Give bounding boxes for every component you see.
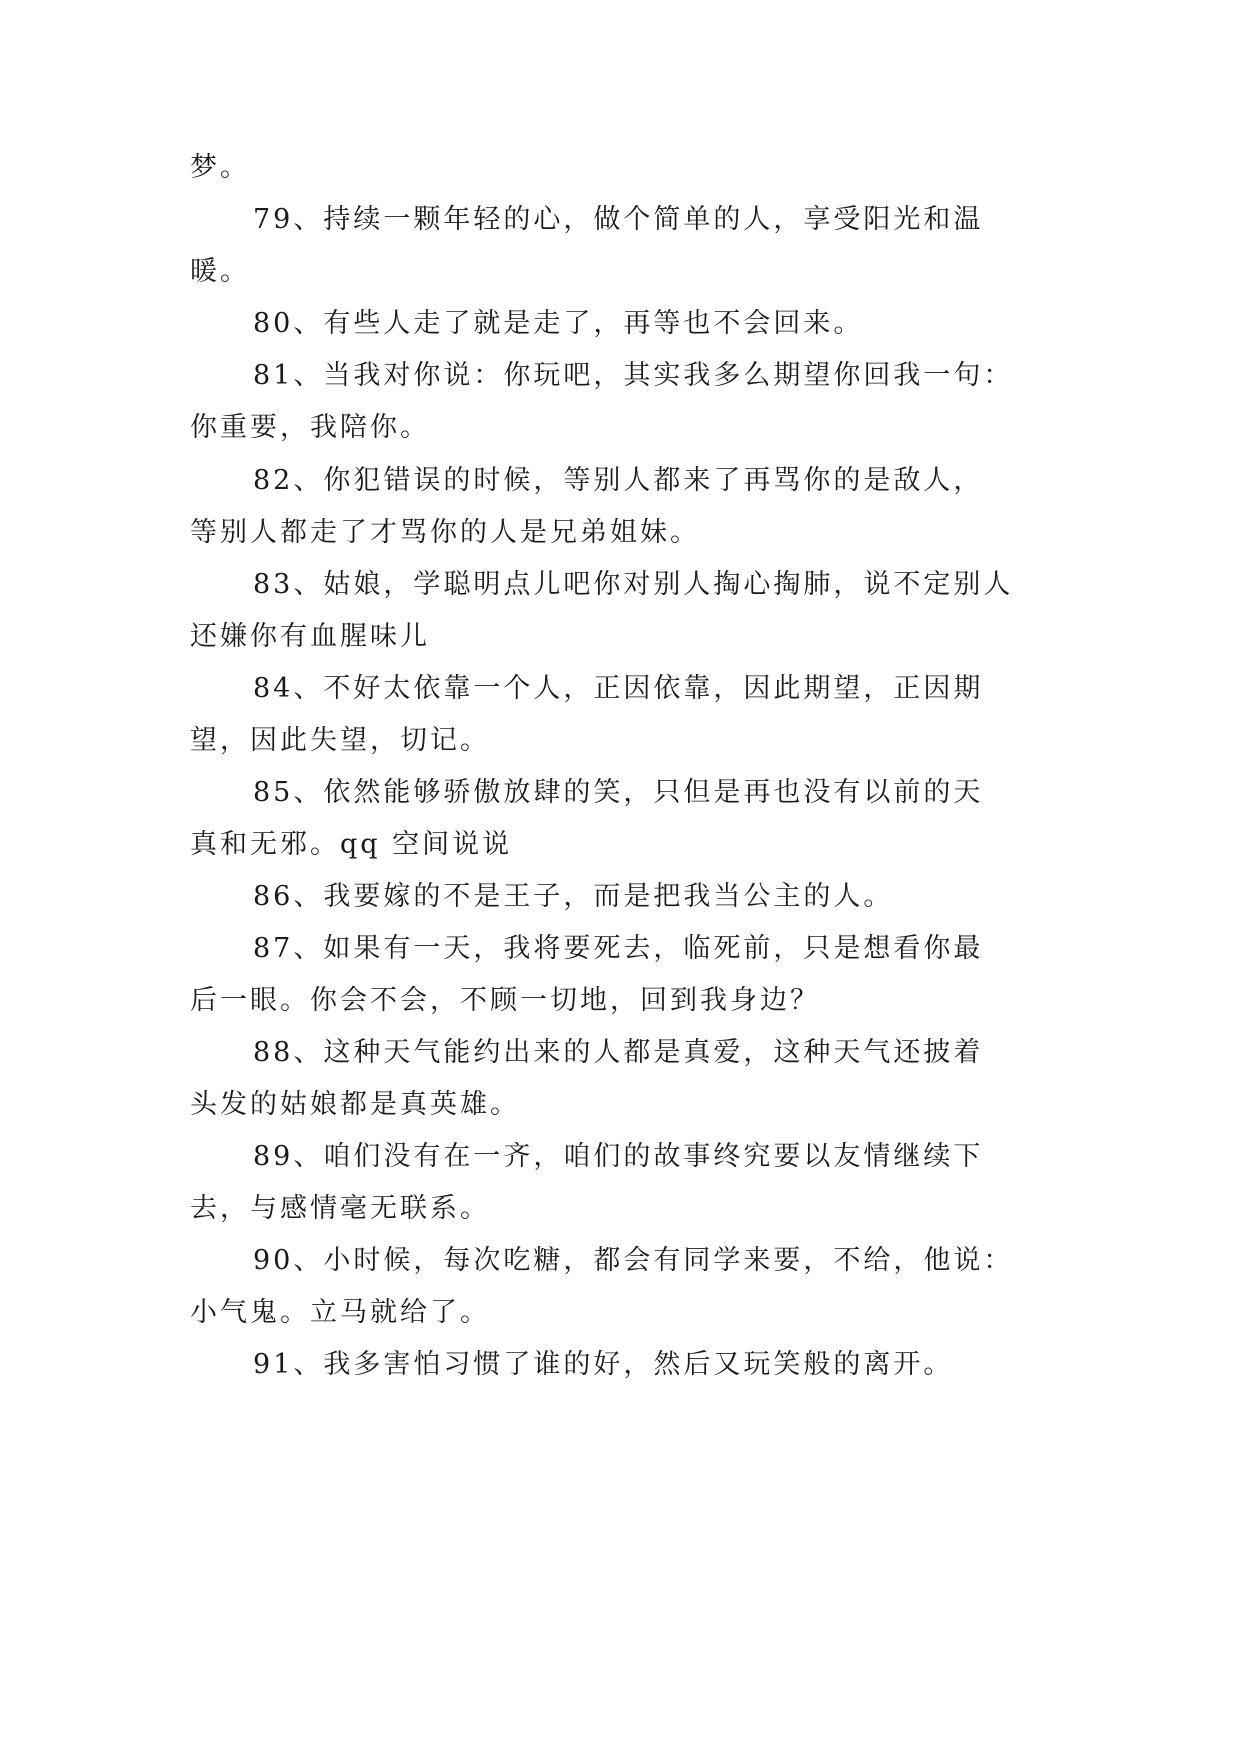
text-line: 后一眼。你会不会，不顾一切地，回到我身边？ [190, 985, 820, 1016]
text-line: 81、当我对你说：你玩吧，其实我多么期望你回我一句： [253, 360, 1014, 391]
text-line: 90、小时候，每次吃糖，都会有同学来要，不给，他说： [253, 1245, 1014, 1276]
text-line: 79、持续一颗年轻的心，做个简单的人，享受阳光和温 [253, 204, 984, 235]
text-line: 82、你犯错误的时候，等别人都来了再骂你的是敌人， [253, 465, 984, 496]
text-line: 小气鬼。立马就给了。 [190, 1297, 490, 1328]
text-line: 去，与感情毫无联系。 [190, 1193, 490, 1224]
text-line: 87、如果有一天，我将要死去，临死前，只是想看你最 [253, 933, 984, 964]
text-line: 还嫌你有血腥味儿 [190, 621, 430, 652]
text-line: 88、这种天气能约出来的人都是真爱，这种天气还披着 [253, 1037, 984, 1068]
text-line: 86、我要嫁的不是王子，而是把我当公主的人。 [253, 881, 894, 912]
text-line: 你重要，我陪你。 [190, 412, 430, 443]
text-line: 等别人都走了才骂你的人是兄弟姐妹。 [190, 517, 700, 548]
text-line: 84、不好太依靠一个人，正因依靠，因此期望，正因期 [253, 673, 984, 704]
text-line: 83、姑娘，学聪明点儿吧你对别人掏心掏肺，说不定别人 [253, 569, 1014, 600]
text-line: 85、依然能够骄傲放肆的笑，只但是再也没有以前的天 [253, 777, 984, 808]
text-line: 梦。 [190, 152, 250, 183]
text-line: 91、我多害怕习惯了谁的好，然后又玩笑般的离开。 [253, 1349, 954, 1380]
text-line: 89、咱们没有在一齐，咱们的故事终究要以友情继续下 [253, 1141, 984, 1172]
text-line: 头发的姑娘都是真英雄。 [190, 1089, 520, 1120]
text-line: 望，因此失望，切记。 [190, 725, 490, 756]
text-line: 真和无邪。qq 空间说说 [190, 829, 513, 860]
text-line: 暖。 [190, 256, 250, 287]
text-line: 80、有些人走了就是走了，再等也不会回来。 [253, 308, 864, 339]
